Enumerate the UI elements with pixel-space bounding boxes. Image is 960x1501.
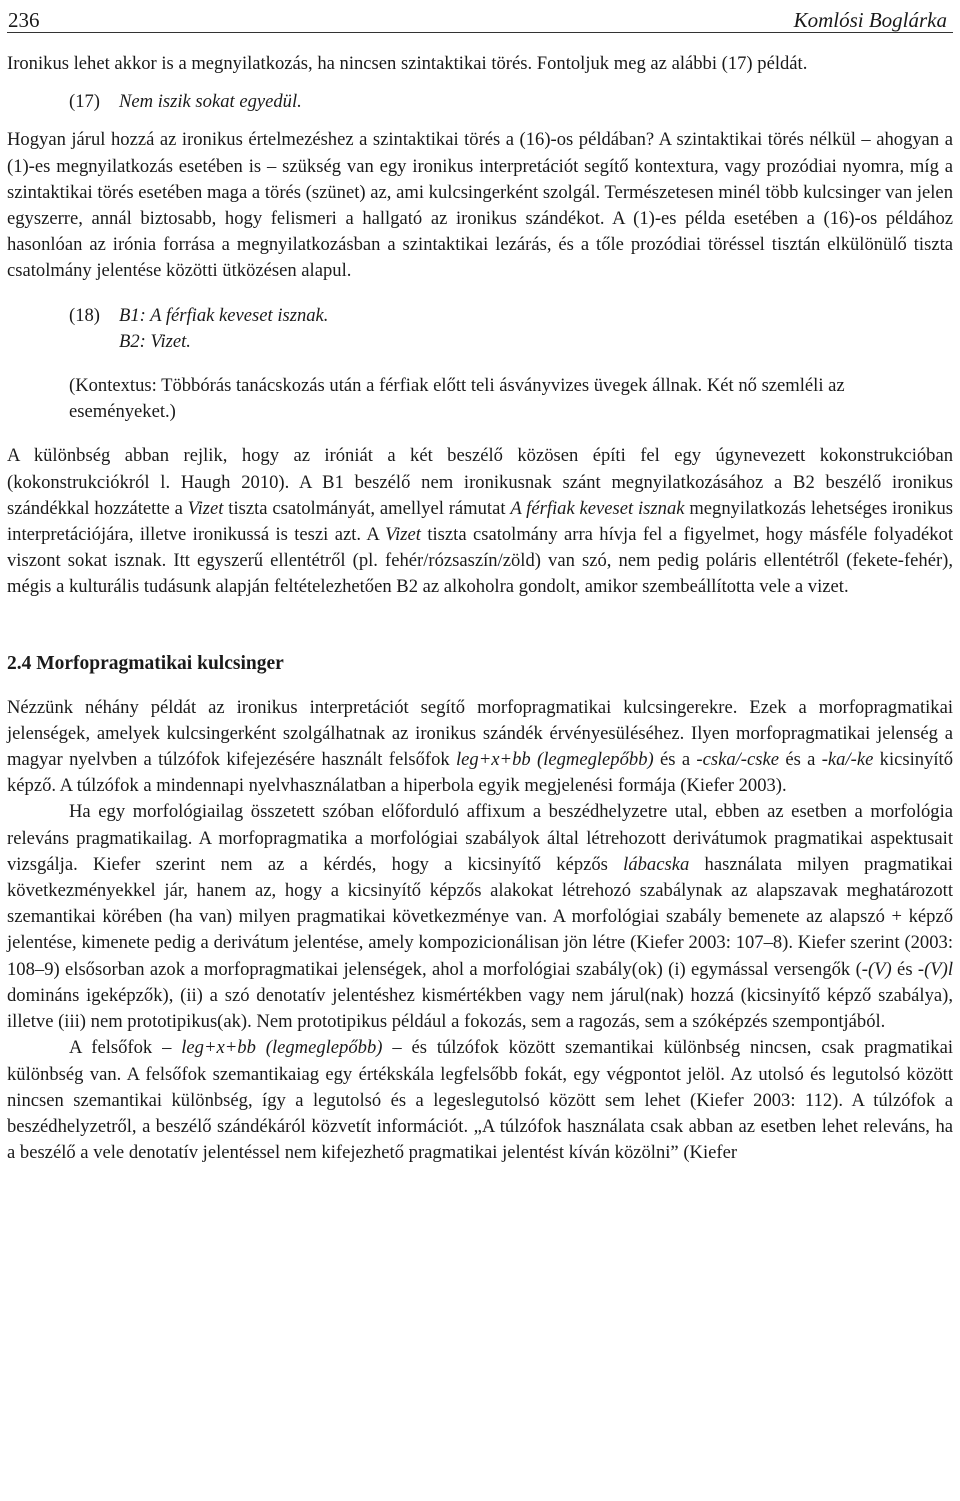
italic-term: -(V)l xyxy=(917,958,954,980)
paragraph-morphopragmatics xyxy=(7,799,953,1035)
example-text: Nem iszik sokat egyedül. xyxy=(119,91,302,113)
example-number: (17) xyxy=(69,91,100,113)
example-number: (18) xyxy=(69,304,100,326)
text-run: kicsinyítő képző. A túlzófok a mindennapi nyelvhasználatban a hiperbola egyik megjelenési formája (Kiefer 2003). xyxy=(7,749,953,797)
paragraph-coconstruction xyxy=(7,443,953,600)
italic-term: A férfiak keveset isznak xyxy=(510,497,685,519)
italic-term: -(V) xyxy=(861,958,892,980)
text-run: és xyxy=(891,958,918,980)
text-run: A különbség abban rejlik, hogy az iróniát a két beszélő közösen építi fel egy úgynevezett kokonstrukcióban (kokonstrukciókról l. Haugh 2010). A B1 beszélő nem ironikusnak szánt megnyilatkozásához a B2 beszélő ironikus szándékkal hozzátette a xyxy=(7,445,953,519)
text-run: és a xyxy=(779,749,822,771)
text-run: tiszta csatolmány arra hívja fel a figyelmet, hogy másféle folyadékot viszont sokat isznak. Itt egyszerű ellentétről (pl. fehér/rózsaszín/zöld) van szó, nem pedig poláris ellentétről (fekete-fehér), mégis a kulturális tudásunk alapján feltételezhetően B2 az alkoholra gondolt, amikor szembeállította vele a vizet. xyxy=(7,524,953,598)
section-heading: 2.4 Morfopragmatikai kulcsinger xyxy=(7,652,284,674)
text-run: A felsőfok – xyxy=(69,1037,182,1059)
text-run: Ha egy morfológiailag összetett szóban előforduló affixum a beszédhelyzetre utal, ebben az esetben a morfológia releváns pragmatikailag. A morfopragmatika a morfológiai szabályok által létrehozott derivátumok pragmatikai aspektusait vizsgálja. Kiefer szerint nem az a kérdés, hogy a kicsinyítő képzős xyxy=(7,801,953,875)
text-run: megnyilatkozás lehetséges ironikus interpretációjára, illetve ironikussá is teszi azt. A xyxy=(7,497,953,546)
running-head-author: Komlósi Boglárka xyxy=(793,8,947,32)
example-17 xyxy=(7,89,953,115)
italic-term: Vizet xyxy=(385,524,421,546)
text-run: tiszta csatolmányát, amellyel rámutat xyxy=(223,497,511,519)
text-run: és a xyxy=(653,749,697,771)
example-context: (Kontextus: Többórás tanácskozás után a férfiak előtt teli ásványvizes üvegek állnak. Két nő szemléli az eseményeket.) xyxy=(69,375,845,423)
paragraph-morphopragmatic-intro xyxy=(7,695,953,800)
example-18 xyxy=(7,303,953,426)
running-head xyxy=(7,0,953,33)
example-line-b1: B1: A férfiak keveset isznak. xyxy=(119,304,329,326)
page-number: 236 xyxy=(8,8,40,32)
text-run: domináns igeképzők), (ii) a szó denotatív jelentéshez kismértékben vagy nem járul(nak) hozzá (kicsinyítő képző szabálya), illetve (iii) nem prototipikus(ak). Nem prototipikus például a fokozás, sem a ragozás, sem a szóképzés szempontjából. xyxy=(7,984,953,1033)
italic-term: leg+x+bb (legmeglepőbb) xyxy=(456,749,654,771)
text-run: használata milyen pragmatikai következményekkel jár, hanem az, hogy a kicsinyítő képzős alakokat létrehozó szabálynak az alapszavak meghatározott szemantikai körében (ha van) milyen pragmatikai következménye van. A morfológiai szabály bemenete az alapszó + képző jelentése, kimenete pedig a derivátum jelentése, amely kompozicionálisan jön létre (Kiefer 2003: 107–8). Kiefer szerint (2003: 108–9) elsősorban azok a morfopragmatikai jelenségek, ahol a morfológiai szabály(ok) (i) egymással versengők ( xyxy=(7,853,953,980)
text-run: Nézzünk néhány példát az ironikus interpretációt segítő morfopragmatikai kulcsingerekre. Ezek a morfopragmatikai jelenségek, amelyek kulcsingerként szolgálhatnak az ironikus szándék érvényesüléséhez. Ilyen morfopragmatikai jelenség a magyar nyelvben a túlzófok kifejezésére használt felsőfok xyxy=(7,696,953,771)
italic-term: leg+x+bb (legmeglepőbb) xyxy=(181,1037,383,1059)
paragraph-syntactic-break: Hogyan járul hozzá az ironikus értelmezéshez a szintaktikai törés a (16)-os példában? A szintaktikai törés nélkül – ahogyan a (1)-es megnyilatkozás esetében is – szükség van egy ironikus interpretációt segítő kontextura, vagy prozódiai nyomra, míg a szintaktikai törés esetében maga a törés (szünet) az, ami kulcsingerként szolgál. Természetesen minél több kulcsinger van jelen egyszerre, annál biztosabb, hogy felismeri a hallgató az ironikus szándékot. A (1)-es példa esetében a (16)-os példához hasonlóan az irónia forrása a megnyilatkozásban a szintaktikai lezárás, és a tőle prozódiai töréssel tisztán elkülönülő tiszta csatolmány jelentése közötti ütközésen alapul. xyxy=(7,129,953,282)
paragraph-intro: Ironikus lehet akkor is a megnyilatkozás, ha nincsen szintaktikai törés. Fontoljuk meg az alábbi (17) példát. xyxy=(7,53,808,74)
text-run: – és túlzófok között szemantikai különbség nincsen, csak pragmatikai különbség van. A felsőfok szemantikaiag egy értékskála legfelsőbb fokát, egy végpontot jelöl. Az utolsó és legutolsó között nincsen szemantikai különbség, így a legutolsó és a legeslegutolsó között sem lehet (Kiefer 2003: 112). A túlzófok a beszédhelyzetről, a beszélő szándékáról közvetít információt. „A túlzófok használata csak abban az esetben lehet releváns, ha a beszélő a vele denotatív jelentéssel nem kifejezhető pragmatikai jelentést kíván közölni” (Kiefer xyxy=(7,1037,953,1164)
italic-term: lábacska xyxy=(623,853,690,875)
italic-term: Vizet xyxy=(187,497,224,519)
italic-term: -ka/-ke xyxy=(821,749,874,771)
example-line-b2: B2: Vizet. xyxy=(119,330,191,352)
italic-term: -cska/-cske xyxy=(696,749,779,771)
page xyxy=(7,0,953,1166)
paragraph-superlative xyxy=(7,1035,953,1166)
